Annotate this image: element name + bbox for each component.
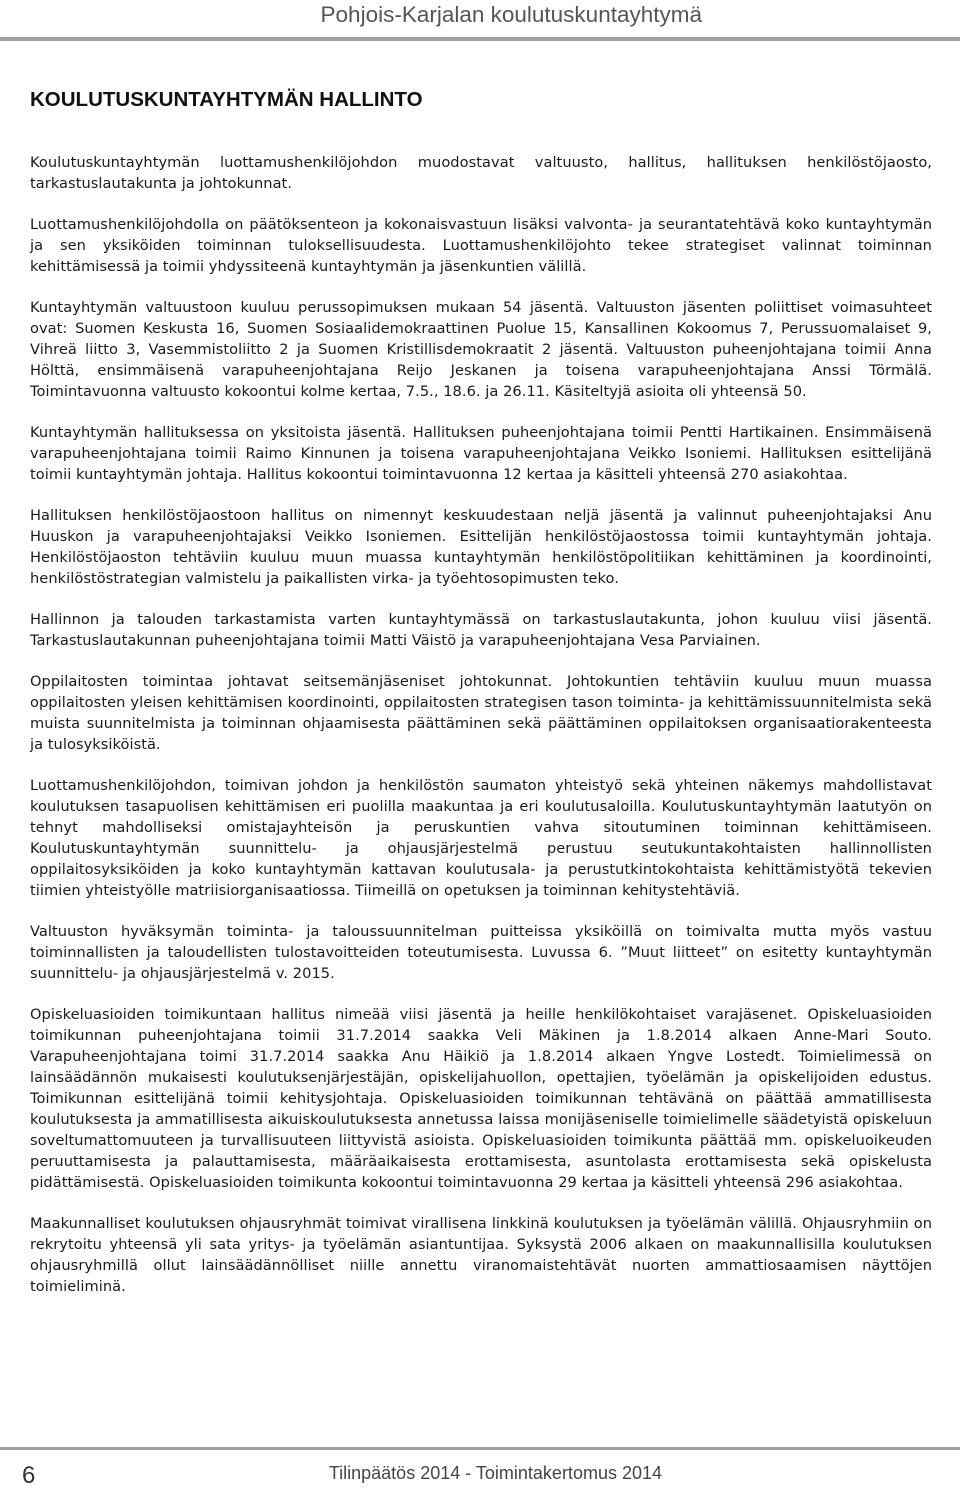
paragraph-11: Maakunnalliset koulutuksen ohjausryhmät toimivat virallisena linkkinä koulutuksen ja työelämän välillä. Ohjausryhmiin on rekrytoitu yhteensä yli sata yritys- ja työelämän asiantuntijaa. Syksystä 2006 alkaen on maakunnallisilla koulutuksen ohjausryhmillä ollut lainsäädännölliset niille annettu viranomaistehtävät nuorten ammattiosaamisen näyttöjen toimieliminä. [30,1215,932,1295]
paragraph-7: Oppilaitosten toimintaa johtavat seitsemänjäseniset johtokunnat. Johtokuntien tehtäviin kuuluu muun muassa oppilaitosten yleisen kehittämisen koordinointi, oppilaitosten strategisen tason toiminta- ja kehittämissuunnitelmista sekä muista suunnitelmista ja toiminnan ohjaamisesta päättäminen sekä päättäminen oppilaitoksen organisaatiorakenteesta ja tulosyksiköistä. [30,673,932,753]
page-number: 6 [22,1462,36,1489]
footer-title: Tilinpäätös 2014 - Toimintakertomus 2014 [328,1463,662,1483]
paragraph-8: Luottamushenkilöjohdon, toimivan johdon ja henkilöstön saumaton yhteistyö sekä yhteinen näkemys mahdollistavat koulutuksen tasapuolisen kehittämisen eri puolilla maakuntaa ja eri koulutusaloilla. Koulutuskuntayhtymän laatutyön on tehnyt mahdolliseksi omistajayhteisön ja peruskuntien vahva sitoutuminen toiminnan kehittämiseen. Koulutuskuntayhtymän suunnittelu- ja ohjausjärjestelmä perustuu seutukuntakohtaisten hallinnollisten oppilaitosyksiköiden ja koko kuntayhtymän kattavan koulutusala- ja perustutkintokohtaista kehittämistyötä tekevien tiimien yhteistyölle matriisiorganisaatiossa. Tiimeillä on opetuksen ja toiminnan kehitystehtäviä. [30,777,932,899]
footer-divider [0,1447,960,1450]
paragraph-3: Kuntayhtymän valtuustoon kuuluu perussopimuksen mukaan 54 jäsentä. Valtuuston jäsenten poliittiset voimasuhteet ovat: Suomen Keskusta 16, Suomen Sosiaalidemokraattinen Puolue 15, Kansallinen Kokoomus 7, Perussuomalaiset 9, Vihreä liitto 3, Vasemmistoliitto 2 ja Suomen Kristillisdemokraatit 2 jäsentä. Valtuuston puheenjohtajana toimii Anna Hölttä, ensimmäisenä varapuheenjohtajana Reijo Jeskanen ja toisena varapuheenjohtajana Anssi Törmälä. Toimintavuonna valtuusto kokoontui kolme kertaa, 7.5., 18.6. ja 26.11. Käsiteltyjä asioita oli yhteensä 50. [30,299,932,400]
paragraph-10: Opiskeluasioiden toimikuntaan hallitus nimeää viisi jäsentä ja heille henkilökohtaiset varajäsenet. Opiskeluasioiden toimikunnan puheenjohtajana toimii 31.7.2014 saakka Veli Mäkinen ja 1.8.2014 alkaen Anne-Mari Souto. Varapuheenjohtajana toimi 31.7.2014 saakka Anu Häikiö ja 1.8.2014 alkaen Yngve Lostedt. Toimielimessä on lainsäädännön mukaisesti koulutuksenjärjestäjän, opiskelijahuollon, opettajien, työelämän ja opiskelijoiden edustus. Toimikunnan esittelijänä toimii kehitysjohtaja. Opiskeluasioiden toimikunnan tehtävänä on päättää ammatillisesta koulutuksesta ja ammatillisesta aikuiskoulutuksesta annetussa laissa monijäseniselle toimielimelle säädetyistä opiskeluun soveltumattomuuteen ja turvallisuuteen liittyvistä asioista. Opiskeluasioiden toimikunta päättää mm. opiskeluoikeuden peruuttamisesta ja palauttamisesta, määräaikaisesta erottamisesta, asuntolasta erottamisesta sekä opiskelusta pidättämisestä. Opiskeluasioiden toimikunta kokoontui toimintavuonna 29 kertaa ja käsitteli yhteensä 296 asiakohtaa. [30,1006,932,1191]
paragraph-1: Koulutuskuntayhtymän luottamushenkilöjohdon muodostavat valtuusto, hallitus, hallituksen henkilöstöjaosto, tarkastuslautakunta ja johtokunnat. [30,154,932,192]
organization-name: Pohjois-Karjalan koulutuskuntayhtymä [320,2,702,27]
paragraph-5: Hallituksen henkilöstöjaostoon hallitus on nimennyt keskuudestaan neljä jäsentä ja valinnut puheenjohtajaksi Anu Huuskon ja varapuheenjohtajaksi Veikko Isoniemen. Esittelijän henkilöstöjaostossa toimii kuntayhtymän johtaja. Henkilöstöjaoston tehtäviin kuuluu muun muassa kuntayhtymän henkilöstöpolitiikan kehittäminen ja koordinointi, henkilöstöstrategian valmistelu ja paikallisten virka- ja työehtosopimusten teko. [30,507,932,587]
body-text [30,152,932,1317]
header-divider [0,37,960,41]
paragraph-2: Luottamushenkilöjohdolla on päätöksenteon ja kokonaisvastuun lisäksi valvonta- ja seurantatehtävä koko kuntayhtymän ja sen yksiköiden toiminnan tuloksellisuudesta. Luottamushenkilöjohto tekee strategiset valinnat toiminnan kehittämisessä ja toimii yhdyssiteenä kuntayhtymän ja jäsenkuntien välillä. [30,216,932,275]
section-title: KOULUTUSKUNTAYHTYMÄN HALLINTO [30,88,423,111]
paragraph-6: Hallinnon ja talouden tarkastamista varten kuntayhtymässä on tarkastuslautakunta, johon kuuluu viisi jäsentä. Tarkastuslautakunnan puheenjohtajana toimii Matti Väistö ja varapuheenjohtajana Vesa Parviainen. [30,611,932,649]
paragraph-4: Kuntayhtymän hallituksessa on yksitoista jäsentä. Hallituksen puheenjohtajana toimii Pentti Hartikainen. Ensimmäisenä varapuheenjohtajana toimii Raimo Kinnunen ja toisena varapuheenjohtajana Veikko Isoniemi. Hallituksen esittelijänä toimii kuntayhtymän johtaja. Hallitus kokoontui toimintavuonna 12 kertaa ja käsitteli yhteensä 270 asiakohtaa. [30,424,932,483]
paragraph-9: Valtuuston hyväksymän toiminta- ja taloussuunnitelman puitteissa yksiköillä on toimivalta mutta myös vastuu toiminnallisten ja taloudellisten tulostavoitteiden toteutumisesta. Luvussa 6. ”Muut liitteet” on esitetty kuntayhtymän suunnittelu- ja ohjausjärjestelmä v. 2015. [30,923,932,982]
